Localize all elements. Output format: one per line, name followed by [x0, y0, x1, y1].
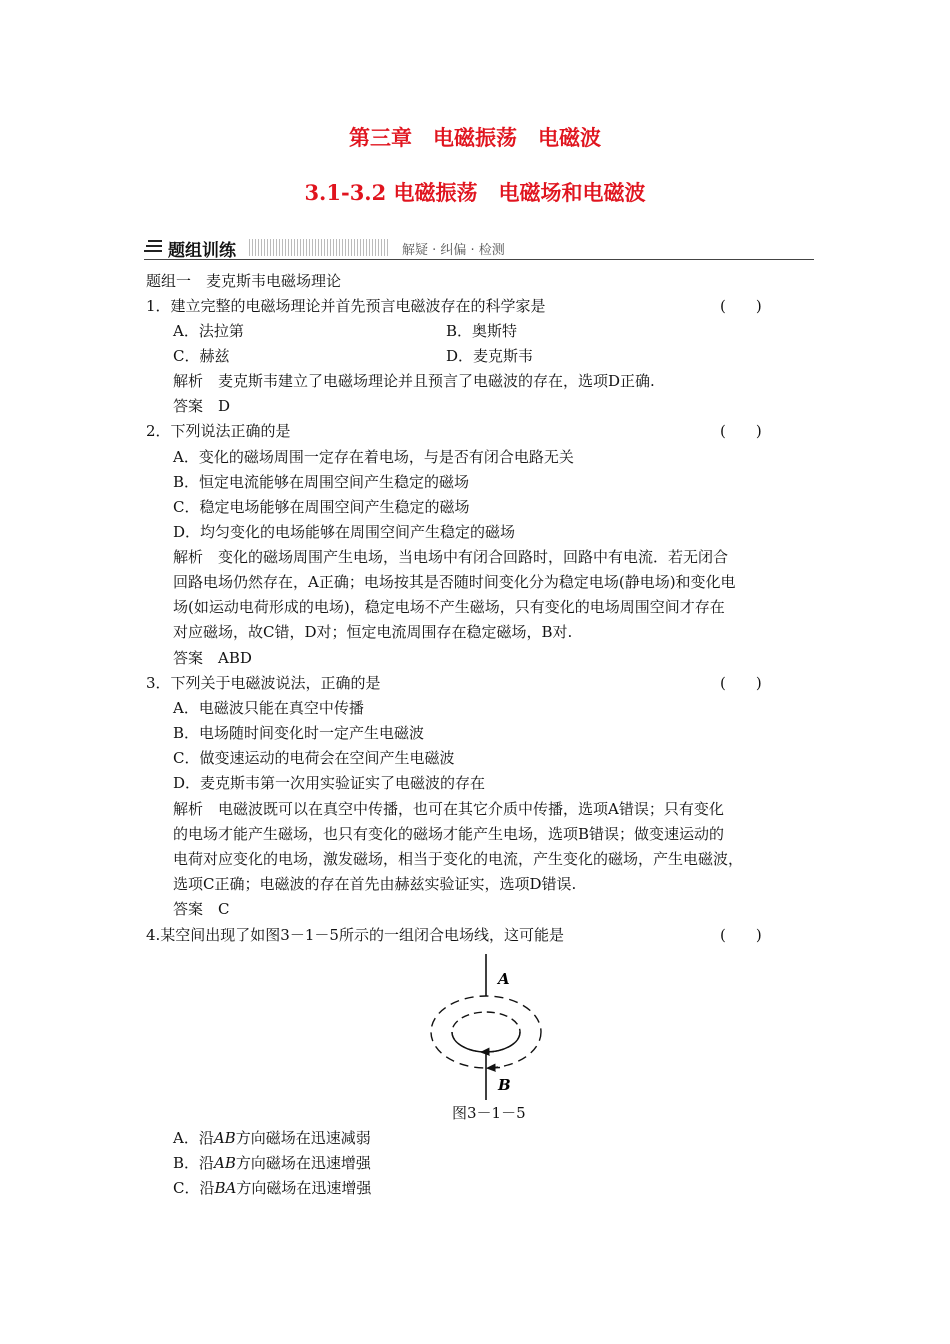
q4-stem: 4.某空间出现了如图3－1－5所示的一组闭合电场线，这可能是 [146, 926, 564, 944]
q3-analysis-line-3: 电荷对应变化的电场，激发磁场，相当于变化的电流，产生变化的磁场，产生电磁波， [173, 850, 744, 868]
group-title: 题组一 麦克斯韦电磁场理论 [146, 272, 342, 290]
q4-option-a-prefix: A．沿 [173, 1129, 214, 1147]
q4-option-b-text: 方向磁场在迅速增强 [235, 1154, 371, 1172]
q4-option-b-prefix: B．沿 [173, 1154, 215, 1172]
section-title: 3.1-3.2 电磁振荡 电磁场和电磁波 [304, 180, 646, 205]
q4-option-a-direction: AB [213, 1129, 236, 1147]
banner-stripe [249, 239, 389, 256]
q1-option-b: B．奥斯特 [446, 322, 518, 340]
q2-answer-paren: ( ) [720, 422, 762, 440]
q2-analysis-line-2: 回路电场仍然存在，A正确；电场按其是否随时间变化分为稳定电场(静电场)和变化电 [173, 573, 736, 591]
q2-stem: 2．下列说法正确的是 [146, 422, 291, 440]
q3-option-d: D．麦克斯韦第一次用实验证实了电磁波的存在 [173, 774, 486, 792]
q4-option-c-text: 方向磁场在迅速增强 [236, 1179, 372, 1197]
q3-answer-paren: ( ) [720, 674, 762, 692]
q4-option-c [173, 1177, 371, 1199]
q2-analysis-line-4: 对应磁场，故C错，D对；恒定电流周围存在稳定磁场，B对. [173, 623, 573, 641]
banner-lines-icon [144, 240, 162, 256]
figure-caption: 图3－1－5 [452, 1104, 526, 1122]
q2-option-a: A．变化的磁场周围一定存在着电场，与是否有闭合电路无关 [173, 448, 574, 466]
q2-option-c: C．稳定电场能够在周围空间产生稳定的磁场 [173, 498, 470, 516]
q3-option-c: C．做变速运动的电荷会在空间产生电磁波 [173, 749, 455, 767]
q3-answer: 答案 C [173, 900, 230, 918]
banner-subtitle: 解疑 · 纠偏 · 检测 [402, 243, 505, 258]
q4-option-b [173, 1152, 371, 1174]
q1-answer: 答案 D [173, 397, 231, 415]
q3-option-a: A．电磁波只能在真空中传播 [173, 699, 364, 717]
q4-answer-paren: ( ) [720, 926, 762, 944]
q3-analysis-line-1: 解析 电磁波既可以在真空中传播，也可在其它介质中传播，选项A错误；只有变化 [173, 800, 724, 818]
q4-option-a [173, 1127, 371, 1149]
q1-analysis: 解析 麦克斯韦建立了电磁场理论并且预言了电磁波的存在，选项D正确. [173, 372, 655, 390]
q4-option-c-prefix: C．沿 [173, 1179, 215, 1197]
q3-analysis-line-4: 选项C正确；电磁波的存在首先由赫兹实验证实，选项D错误. [173, 875, 577, 893]
q1-option-a: A．法拉第 [173, 322, 244, 340]
section-banner [144, 236, 814, 260]
q3-option-b: B．电场随时间变化时一定产生电磁波 [173, 724, 425, 742]
q4-option-c-direction: BA [214, 1179, 237, 1197]
banner-heading: 题组训练 [168, 241, 236, 261]
q1-stem: 1．建立完整的电磁场理论并首先预言电磁波存在的科学家是 [146, 297, 546, 315]
inner-loop-arrow [484, 1052, 494, 1053]
q4-option-a-text: 方向磁场在迅速减弱 [235, 1129, 371, 1147]
q3-analysis-line-2: 的电场才能产生磁场，也只有变化的磁场才能产生电场，选项B错误；做变速运动的 [173, 825, 725, 843]
chapter-title: 第三章 电磁振荡 电磁波 [349, 125, 601, 150]
q2-analysis-line-1: 解析 变化的磁场周围产生电场，当电场中有闭合回路时，回路中有电流．若无闭合 [173, 548, 729, 566]
q3-stem: 3．下列关于电磁波说法，正确的是 [146, 674, 381, 692]
q2-analysis-line-3: 场(如运动电荷形成的电场)，稳定电场不产生磁场，只有变化的电场周围空间才存在 [173, 598, 725, 616]
q1-option-d: D．麦克斯韦 [446, 347, 534, 365]
q2-answer: 答案 ABD [173, 649, 252, 667]
outer-loop-arrow [490, 1068, 500, 1069]
q2-option-b: B．恒定电流能够在周围空间产生稳定的磁场 [173, 473, 470, 491]
figure-closed-field-lines [420, 952, 555, 1102]
q4-option-b-direction: AB [214, 1154, 236, 1172]
figure-label-a: A [498, 970, 510, 988]
figure-label-b: B [498, 1076, 511, 1094]
q1-answer-paren: ( ) [720, 297, 762, 315]
banner-rule [144, 259, 814, 260]
q1-option-c: C．赫兹 [173, 347, 230, 365]
q2-option-d: D．均匀变化的电场能够在周围空间产生稳定的磁场 [173, 523, 516, 541]
